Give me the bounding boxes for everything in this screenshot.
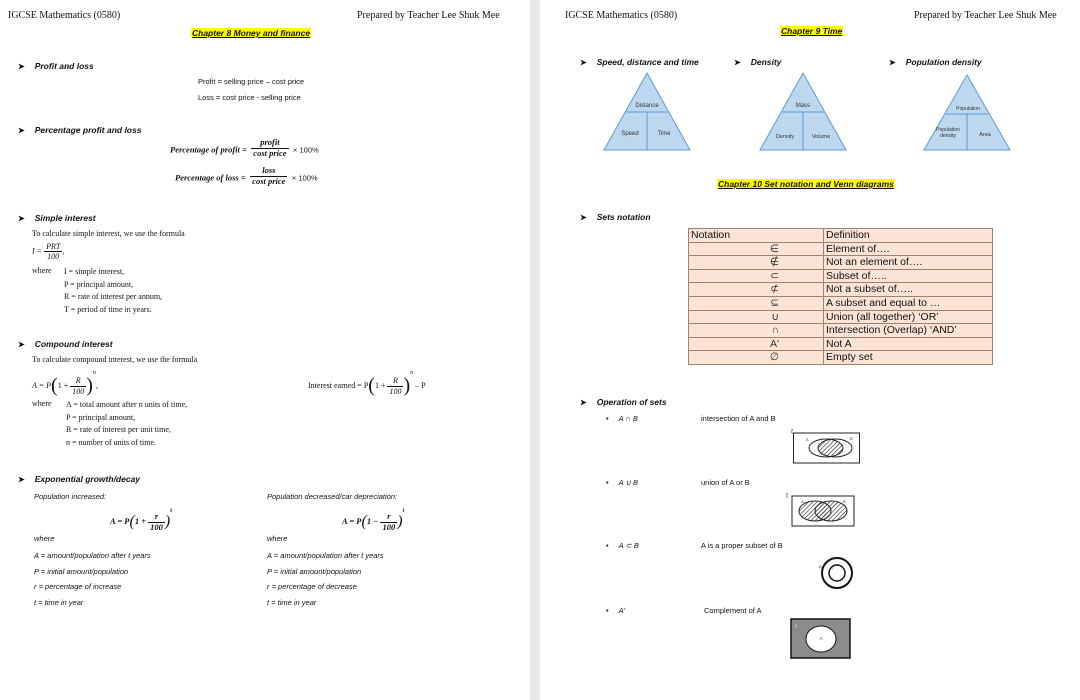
notation-symbol: ⊄ xyxy=(689,283,824,297)
formula-lhs: Percentage of profit = xyxy=(170,144,247,155)
formula-tail: – P xyxy=(415,381,426,390)
table-row xyxy=(689,256,993,270)
definition-line: R = rate of interest per annum, xyxy=(64,292,163,301)
denominator: cost price xyxy=(253,147,287,158)
triangle-mass-density-volume xyxy=(758,72,848,152)
numerator: r xyxy=(380,512,397,523)
percentage-loss-formula xyxy=(175,166,318,187)
header-right: Prepared by Teacher Lee Shuk Mee xyxy=(914,10,1057,21)
definition-line: n = number of units of time. xyxy=(66,437,157,447)
section-heading: Profit and loss xyxy=(34,61,94,71)
section-sets-notation xyxy=(580,212,651,222)
header-left: IGCSE Mathematics (0580) xyxy=(8,10,121,21)
simple-interest-formula xyxy=(32,242,64,261)
header-left: IGCSE Mathematics (0580) xyxy=(565,10,678,21)
notation-symbol: ⊂ xyxy=(689,269,824,283)
profit-formula: Profit = selling price – cost price xyxy=(198,77,305,86)
compound-interest-intro: To calculate compound interest, we use the formula xyxy=(32,355,198,364)
venn-universal-label: ξ xyxy=(795,623,797,628)
formula-lhs: A = P xyxy=(110,516,130,526)
triangle-left-label: Density xyxy=(775,134,795,140)
chapter-8-title: Chapter 8 Money and finance xyxy=(192,28,311,38)
fraction xyxy=(250,166,287,187)
definition-line: r = percentage of decrease xyxy=(267,582,357,591)
section-compound-interest xyxy=(18,339,113,349)
paren-open: ( xyxy=(368,374,375,397)
bullet-icon: • xyxy=(606,478,609,487)
notation-symbol: ∩ xyxy=(689,324,824,338)
denominator: cost price xyxy=(252,175,286,186)
venn-label-a: A xyxy=(806,437,809,442)
venn-complement-diagram xyxy=(790,618,852,660)
formula-one: 1 − xyxy=(366,516,379,526)
definition-line: P = initial amount/population xyxy=(267,566,362,576)
section-simple-interest xyxy=(18,213,96,223)
notation-definition: Union (all together) ‘OR’ xyxy=(824,310,993,324)
arrow-bullet-icon: ➤ xyxy=(889,58,896,67)
notation-definition: Intersection (Overlap) ‘AND’ xyxy=(824,324,993,338)
section-heading: Population density xyxy=(905,57,982,67)
triangle-top-label: Distance xyxy=(635,103,659,109)
operation-intersection xyxy=(606,414,638,423)
formula-lhs: A = P xyxy=(32,381,52,390)
notation-symbol: ∈ xyxy=(689,242,824,256)
section-density xyxy=(734,57,781,67)
denominator: 100 xyxy=(150,521,163,532)
definition-line: T = period of time in years. xyxy=(64,304,152,314)
definition-line: A = amount/population after t years xyxy=(34,551,151,560)
growth-formula xyxy=(110,508,172,532)
venn-label-a: A xyxy=(830,565,833,570)
section-heading: Operation of sets xyxy=(596,397,667,407)
column-header-definition: Definition xyxy=(824,229,993,243)
notation-symbol: ∅ xyxy=(689,351,824,365)
arrow-bullet-icon: ➤ xyxy=(580,213,587,222)
definition-line: P = principal amount, xyxy=(66,412,136,422)
formula-lhs: Interest earned = P xyxy=(308,381,369,390)
definition-line: t = time in year xyxy=(34,597,84,607)
increase-defs xyxy=(34,548,151,610)
venn-subset-diagram xyxy=(816,552,858,594)
table-row xyxy=(689,310,993,324)
fraction xyxy=(387,376,403,395)
formula-lhs: Percentage of loss = xyxy=(175,172,246,183)
compound-interest-defs xyxy=(66,399,187,449)
venn-label-a: A xyxy=(819,636,823,641)
table-row xyxy=(689,324,993,338)
fraction xyxy=(44,242,65,262)
section-exponential xyxy=(18,474,140,484)
column-header-notation: Notation xyxy=(689,229,824,243)
numerator: profit xyxy=(251,138,288,149)
exponent: t xyxy=(402,508,405,514)
paren-close: ) xyxy=(86,374,93,397)
notation-symbol: ⊆ xyxy=(689,296,824,310)
fraction xyxy=(380,512,397,533)
numerator: R xyxy=(70,376,86,386)
notation-definition: Not an element of…. xyxy=(824,256,993,270)
definition-line: P = initial amount/population xyxy=(34,566,129,576)
paren-close: ) xyxy=(403,374,411,397)
operation-subset xyxy=(606,541,639,550)
definition-line: P = principal amount, xyxy=(64,279,134,289)
formula-one: 1 + xyxy=(374,381,386,390)
triangle-left-label: Speed xyxy=(621,131,639,137)
section-speed-distance-time xyxy=(580,57,699,67)
percentage-profit-formula xyxy=(170,138,319,159)
table-row xyxy=(689,269,993,283)
arrow-bullet-icon: ➤ xyxy=(18,340,25,349)
formula-one: 1 + xyxy=(134,516,147,526)
operation-notation: A ∩ B xyxy=(618,414,638,423)
definition-line: r = percentage of increase xyxy=(34,582,122,591)
arrow-bullet-icon: ➤ xyxy=(580,58,587,67)
fraction xyxy=(70,376,86,395)
operation-desc: intersection of A and B xyxy=(701,414,776,423)
notation-symbol: ∪ xyxy=(689,310,824,324)
where-label: where xyxy=(267,534,288,543)
triangle-population-density xyxy=(922,74,1012,152)
arrow-bullet-icon: ➤ xyxy=(18,126,25,135)
bullet-icon: • xyxy=(606,541,609,550)
table-row xyxy=(689,242,993,256)
operation-desc: A is a proper subset of B xyxy=(701,541,783,550)
decrease-title: Population decreased/car depreciation: xyxy=(267,492,398,501)
definition-line: t = time in year xyxy=(267,597,317,607)
formula-lhs: I = xyxy=(32,246,43,256)
fraction xyxy=(251,138,288,159)
table-row xyxy=(689,337,993,351)
where-label: where xyxy=(34,534,55,543)
header-right: Prepared by Teacher Lee Shuk Mee xyxy=(357,10,500,21)
section-heading: Compound interest xyxy=(34,339,113,349)
formula-tail: , xyxy=(62,246,65,256)
interest-earned-formula xyxy=(308,370,426,398)
denominator: 100 xyxy=(382,521,396,532)
formula-tail: , xyxy=(95,381,98,390)
notation-definition: Not a subset of….. xyxy=(824,283,993,297)
definition-line: A = total amount after n units of time, xyxy=(66,400,188,409)
numerator: r xyxy=(148,512,165,523)
arrow-bullet-icon: ➤ xyxy=(18,214,25,223)
section-heading: Percentage profit and loss xyxy=(34,125,142,135)
formula-one: 1 + xyxy=(57,381,69,390)
where-label: where xyxy=(32,266,52,275)
triangle-right-label: Time xyxy=(657,131,671,137)
paren-close: ) xyxy=(397,513,403,531)
operation-union xyxy=(606,478,638,487)
arrow-bullet-icon: ➤ xyxy=(18,475,25,484)
triangle-right-label: Area xyxy=(979,132,991,138)
triangle-top-label: Population xyxy=(956,106,980,112)
definition-line: R = rate of interest per unit time, xyxy=(66,425,171,434)
triangle-right-label: Volume xyxy=(811,134,831,140)
venn-label-a: A xyxy=(801,499,804,504)
set-notation-table xyxy=(688,228,993,365)
section-heading: Speed, distance and time xyxy=(596,57,699,67)
venn-label-b: B xyxy=(850,436,853,441)
venn-universal-label: ξ xyxy=(791,429,794,435)
times-100: × 100% xyxy=(293,145,319,155)
numerator: R xyxy=(387,376,403,386)
table-row xyxy=(689,351,993,365)
paren-close: ) xyxy=(164,513,171,531)
operation-complement xyxy=(606,606,625,615)
numerator: PRT xyxy=(46,242,61,251)
fraction xyxy=(148,512,165,533)
increase-title: Population increased: xyxy=(34,492,107,501)
operation-notation: A ⊂ B xyxy=(618,541,639,550)
section-profit-loss xyxy=(18,61,94,71)
section-heading: Simple interest xyxy=(34,213,96,223)
arrow-bullet-icon: ➤ xyxy=(580,398,587,407)
page-left xyxy=(0,0,530,700)
operation-desc: Complement of A xyxy=(704,606,762,615)
triangle-speed-distance-time xyxy=(602,72,692,152)
arrow-bullet-icon: ➤ xyxy=(734,58,741,67)
venn-label-b: B xyxy=(819,564,822,569)
triangle-left-label-box xyxy=(929,128,967,148)
paren-open: ( xyxy=(51,374,58,397)
venn-union-diagram xyxy=(786,490,858,528)
page-right xyxy=(540,0,1080,700)
section-population-density xyxy=(889,57,982,67)
notation-symbol: ∉ xyxy=(689,256,824,270)
times-100: × 100% xyxy=(291,173,318,183)
notation-definition: Subset of….. xyxy=(824,269,993,283)
triangle-top-label: Mass xyxy=(795,103,811,109)
where-label: where xyxy=(32,399,52,408)
denominator: 100 xyxy=(72,386,85,396)
loss-formula: Loss = cost price - selling price xyxy=(198,93,301,102)
notation-definition: Element of…. xyxy=(824,242,993,256)
simple-interest-defs xyxy=(64,266,162,316)
exponent: n xyxy=(410,370,414,376)
venn-intersection-diagram xyxy=(792,427,872,465)
exponent: t xyxy=(170,508,172,514)
operation-notation: A' xyxy=(618,606,626,615)
arrow-bullet-icon: ➤ xyxy=(18,62,25,71)
definition-line: I = simple interest, xyxy=(64,267,125,276)
table-header-row xyxy=(689,229,993,243)
notation-definition: A subset and equal to … xyxy=(824,296,993,310)
definition-line: A = amount/population after t years xyxy=(267,551,384,560)
bullet-icon: • xyxy=(606,414,609,423)
section-percentage-profit-loss xyxy=(18,125,141,135)
chapter-9-title: Chapter 9 Time xyxy=(781,26,843,36)
bullet-icon: • xyxy=(606,606,609,615)
operation-desc: union of A or B xyxy=(701,478,750,487)
decay-formula xyxy=(342,508,404,532)
numerator: loss xyxy=(250,166,287,177)
exponent: n xyxy=(92,370,96,376)
section-heading: Sets notation xyxy=(596,212,651,222)
table-row xyxy=(689,283,993,297)
compound-interest-formula xyxy=(32,370,98,398)
formula-lhs: A = P xyxy=(342,516,362,526)
table-row xyxy=(689,296,993,310)
simple-interest-intro: To calculate simple interest, we use the formula xyxy=(32,229,185,238)
triangle-left-label: Population density xyxy=(936,127,960,139)
denominator: 100 xyxy=(389,386,402,396)
denominator: 100 xyxy=(47,252,60,262)
section-heading: Density xyxy=(750,57,782,67)
operation-notation: A ∪ B xyxy=(618,478,639,487)
venn-label-b: B xyxy=(843,499,846,504)
decrease-defs xyxy=(267,548,384,610)
paren-open: ( xyxy=(129,513,135,531)
notation-definition: Not A xyxy=(824,337,993,351)
section-operation-of-sets xyxy=(580,397,667,407)
section-heading: Exponential growth/decay xyxy=(34,474,141,484)
paren-open: ( xyxy=(361,513,367,531)
notation-definition: Empty set xyxy=(824,351,993,365)
notation-symbol: A' xyxy=(689,337,824,351)
chapter-10-title: Chapter 10 Set notation and Venn diagrams xyxy=(718,179,894,189)
venn-universal-label: ξ xyxy=(786,493,789,499)
